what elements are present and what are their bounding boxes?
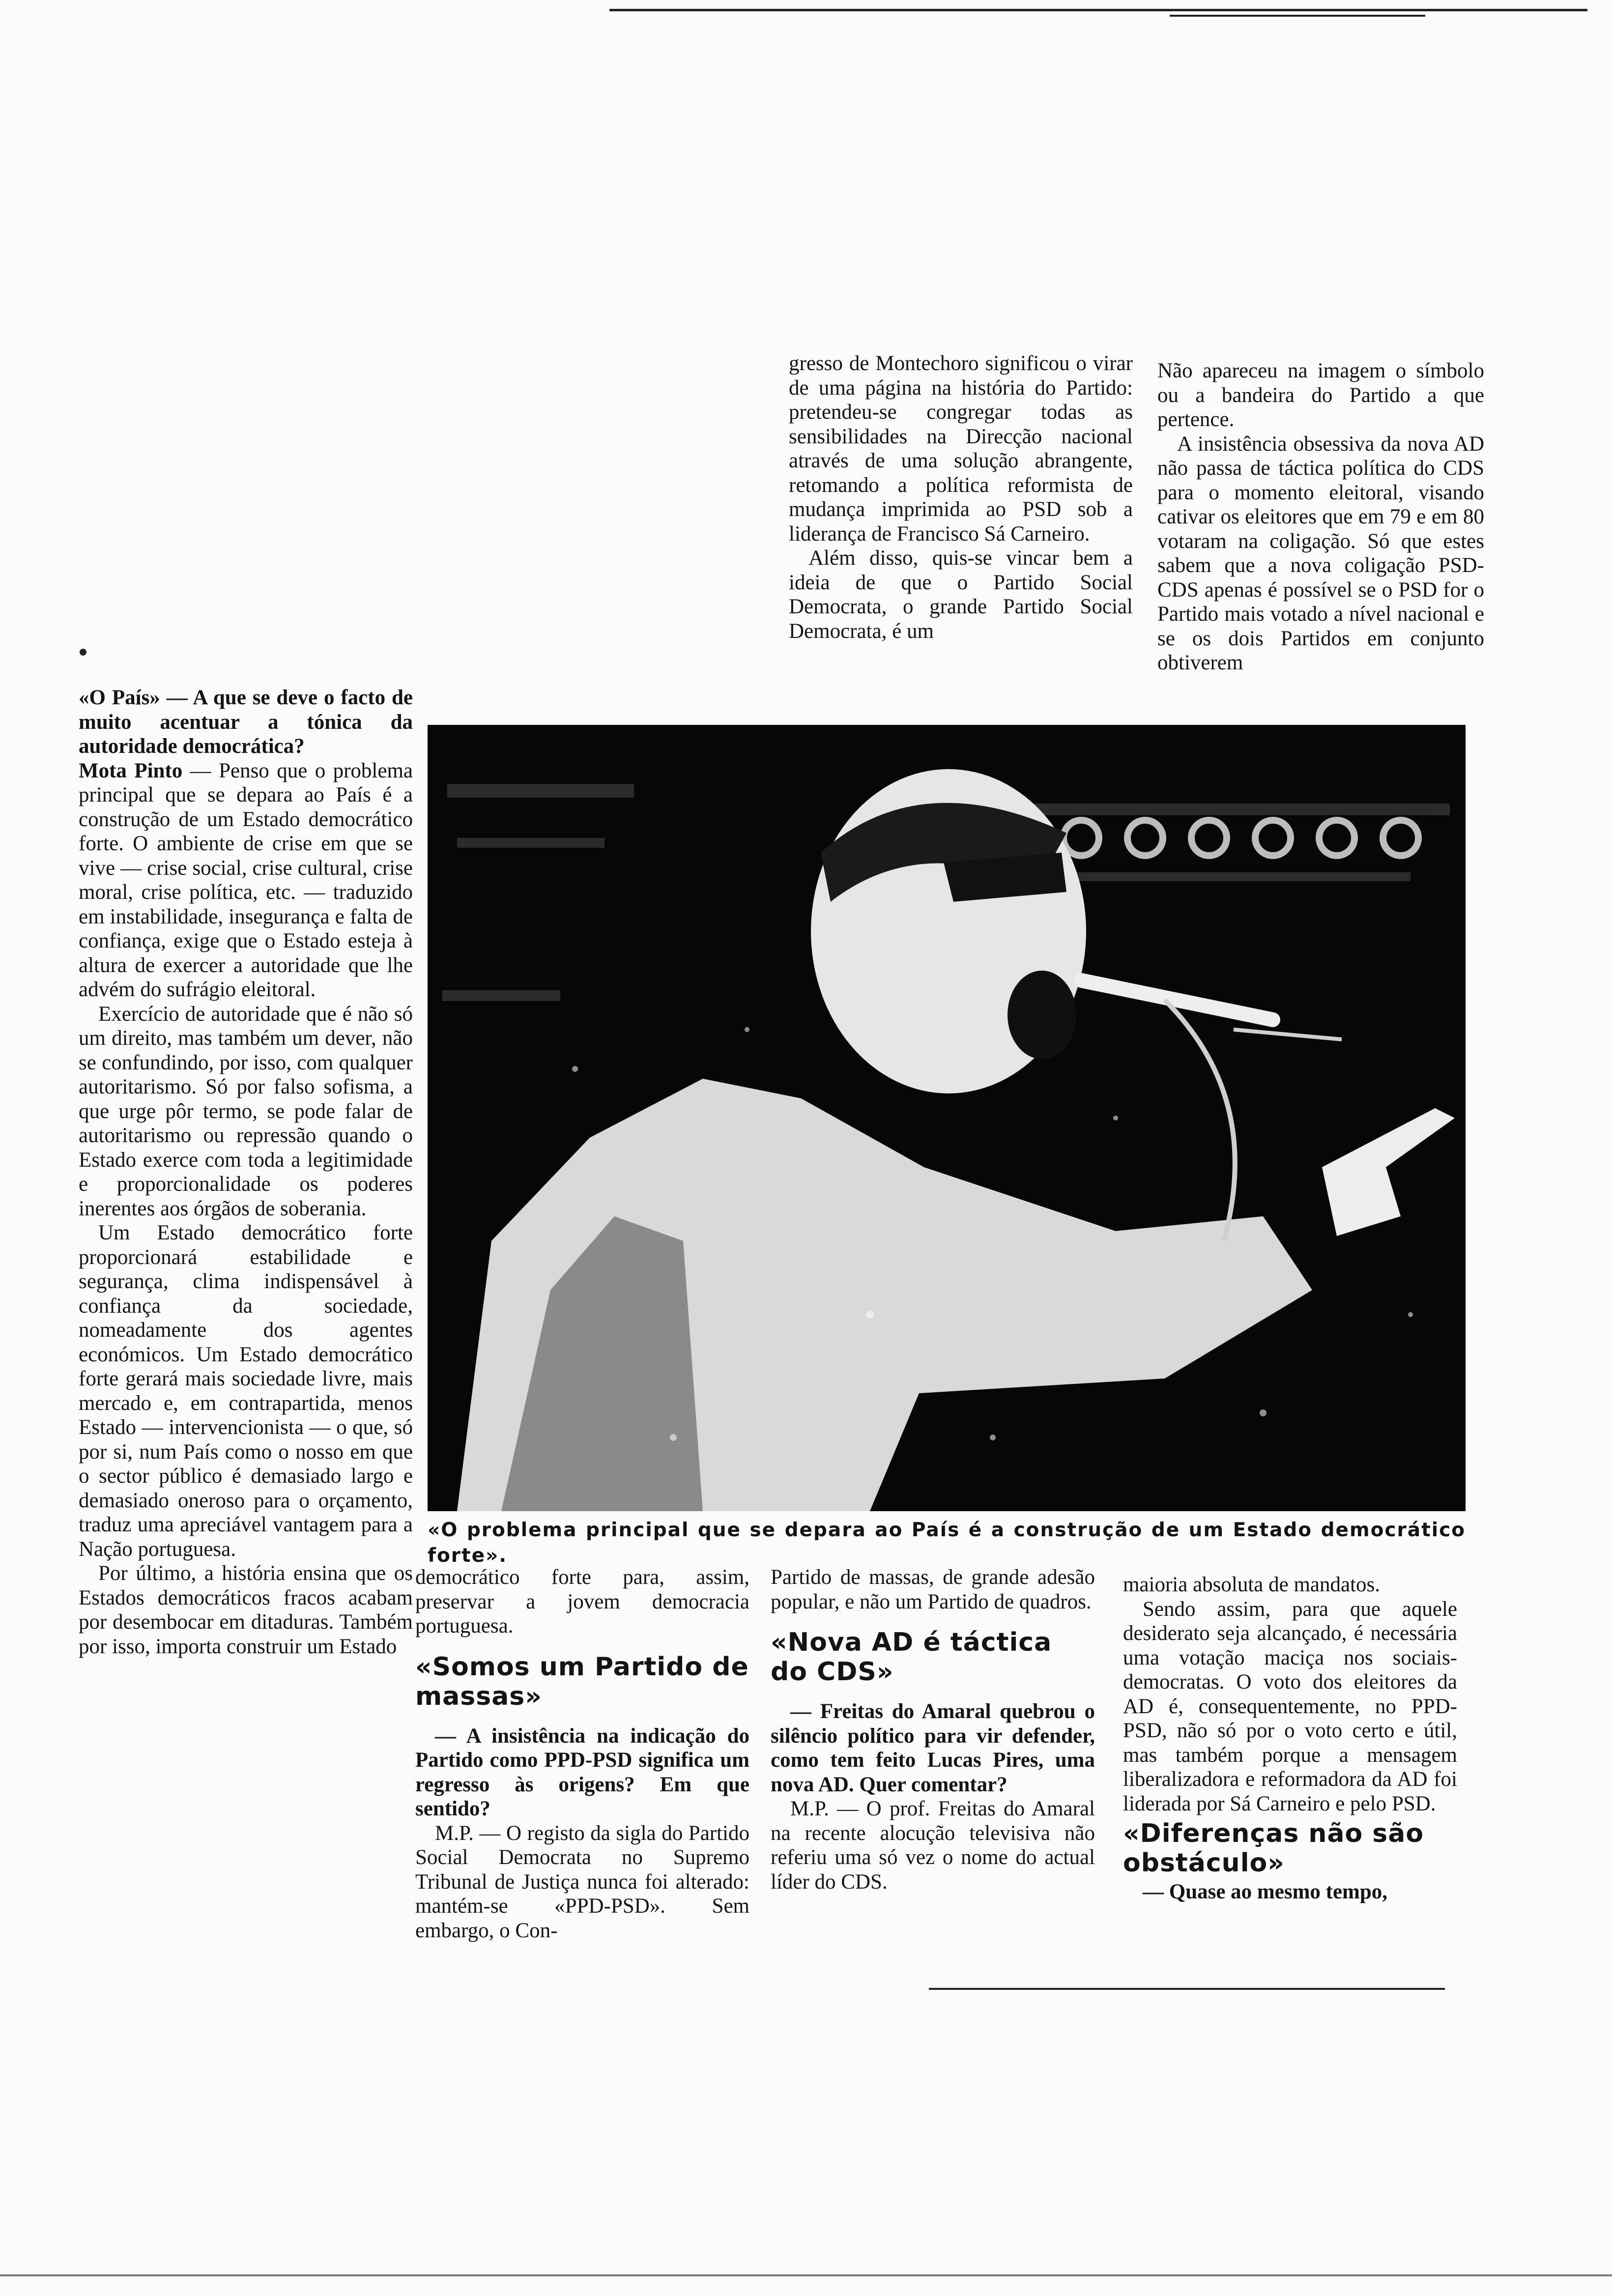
interview-question: — Freitas do Amaral quebrou o silêncio político para vir defender, como tem feito Lucas Pires, uma nova AD. Quer comentar? [771, 1700, 1095, 1796]
interview-question: — Quase ao mesmo tempo, [1143, 1880, 1388, 1903]
interview-question: «O País» — A que se deve o facto de muito acentuar a tónica da autoridade democrática? [79, 686, 413, 758]
column-bottom-3 [1123, 1573, 1457, 1904]
paragraph: gresso de Montechoro significou o virar de uma página na história do Partido: pretendeu-se congregar todas as sensibilidades na Direcção nacional através de uma solução abrangente, retomando a política reformista de mudança imprimida ao PSD sob a liderança de Francisco Sá Carneiro. [789, 352, 1133, 545]
paragraph: democrático forte para, assim, preservar a jovem democracia portuguesa. [415, 1566, 749, 1637]
photo-illustration [428, 725, 1466, 1511]
column-bottom-2 [771, 1565, 1095, 1894]
speaker-at-microphone-photo [428, 725, 1466, 1511]
answer-text: — O registo da sigla do Partido Social Democrata no Supremo Tribunal de Justiça nunca foi alterado: mantém-se «PPD-PSD». Sem embargo, o Con- [415, 1821, 749, 1942]
interview-question: — A insistência na indicação do Partido como PPD-PSD significa um regresso às origens? Em que sentido? [415, 1724, 749, 1820]
column-bottom-1 [415, 1565, 749, 1943]
section-heading: «Somos um Partido de massas» [415, 1652, 749, 1711]
top-scan-line-2 [1170, 15, 1425, 17]
speaker-initials: M.P. [435, 1821, 474, 1845]
column-left [79, 686, 413, 1659]
paragraph: Partido de massas, de grande adesão popular, e não um Partido de quadros. [771, 1566, 1095, 1613]
paragraph: Não apareceu na imagem o símbolo ou a bandeira do Partido a que pertence. [1157, 359, 1484, 431]
column-3-top [1157, 359, 1484, 675]
paragraph: maioria absoluta de mandatos. [1123, 1573, 1381, 1596]
paragraph: Além disso, quis-se vincar bem a ideia de que o Partido Social Democrata, o grande Partido Social Democrata, é um [789, 546, 1133, 643]
section-heading: «Nova AD é táctica do CDS» [771, 1628, 1052, 1687]
column-rule [929, 1988, 1445, 1990]
paragraph: Por último, a história ensina que os Estados democráticos fracos acabam por desembocar em ditaduras. Também por isso, importa construir um Estado [79, 1562, 413, 1658]
paragraph: Um Estado democrático forte proporcionará estabilidade e segurança, clima indispensável à confiança da sociedade, nomeadamente dos agentes económicos. Um Estado democrático forte gerará mais sociedade livre, mais mercado e, em contrapartida, menos Estado — intervencionista — o que, só por si, num País como o nosso em que o sector público é demasiado largo e demasiado oneroso para o orçamento, traduz uma apreciável vantagem para a Nação portuguesa. [79, 1221, 413, 1561]
answer-text: — O prof. Freitas do Amaral na recente alocução televisiva não referiu uma só vez o nome do actual líder do CDS. [771, 1797, 1095, 1894]
paragraph: A insistência obsessiva da nova AD não passa de táctica política do CDS para o momento eleitoral, visando cativar os eleitores que em 79 e em 80 votaram na coligação. Só que estes sabem que a nova coligação PSD-CDS apenas é possível se o PSD for o Partido mais votado a nível nacional e se os dois Partidos em conjunto obtiverem [1157, 432, 1484, 674]
paragraph: Exercício de autoridade que é não só um direito, mas também um dever, não se confundindo, por isso, com qualquer autoritarismo. Só por falso sofisma, a que urge pôr termo, se pode falar de autoritarismo ou repressão quando o Estado exerce com toda a legitimidade e proporcionalidade os poderes inerentes aos órgãos de soberania. [79, 1002, 413, 1220]
answer-text: — Penso que o problema principal que se depara ao País é a construção de um Estado democrático forte. O ambiente de crise em que se vive — crise social, crise cultural, crise moral, crise política, etc. — traduzido em instabilidade, insegurança e falta de confiança, exige que o Estado esteja à altura de exercer a autoridade que lhe advém do sufrágio eleitoral. [79, 759, 413, 1001]
paragraph: Sendo assim, para que aquele desiderato seja alcançado, é necessária uma votação maciça nos sociais-democratas. O voto dos eleitores da AD é, consequentemente, no PPD-PSD, não só por o voto certo e útil, mas também porque a mensagem liberalizadora e reformadora da AD foi liderada por Sá Carneiro e pelo PSD. [1123, 1597, 1457, 1815]
margin-dot [80, 649, 86, 656]
speaker-name: Mota Pinto [79, 759, 183, 782]
photo-caption: «O problema principal que se depara ao País é a construção de um Estado democrático forte». [428, 1519, 1466, 1567]
bottom-scan-line [0, 2274, 1612, 2276]
top-scan-line [609, 9, 1587, 11]
section-heading: «Diferenças não são obstáculo» [1123, 1819, 1424, 1878]
speaker-initials: M.P. [790, 1797, 829, 1820]
column-2-top [789, 351, 1133, 643]
